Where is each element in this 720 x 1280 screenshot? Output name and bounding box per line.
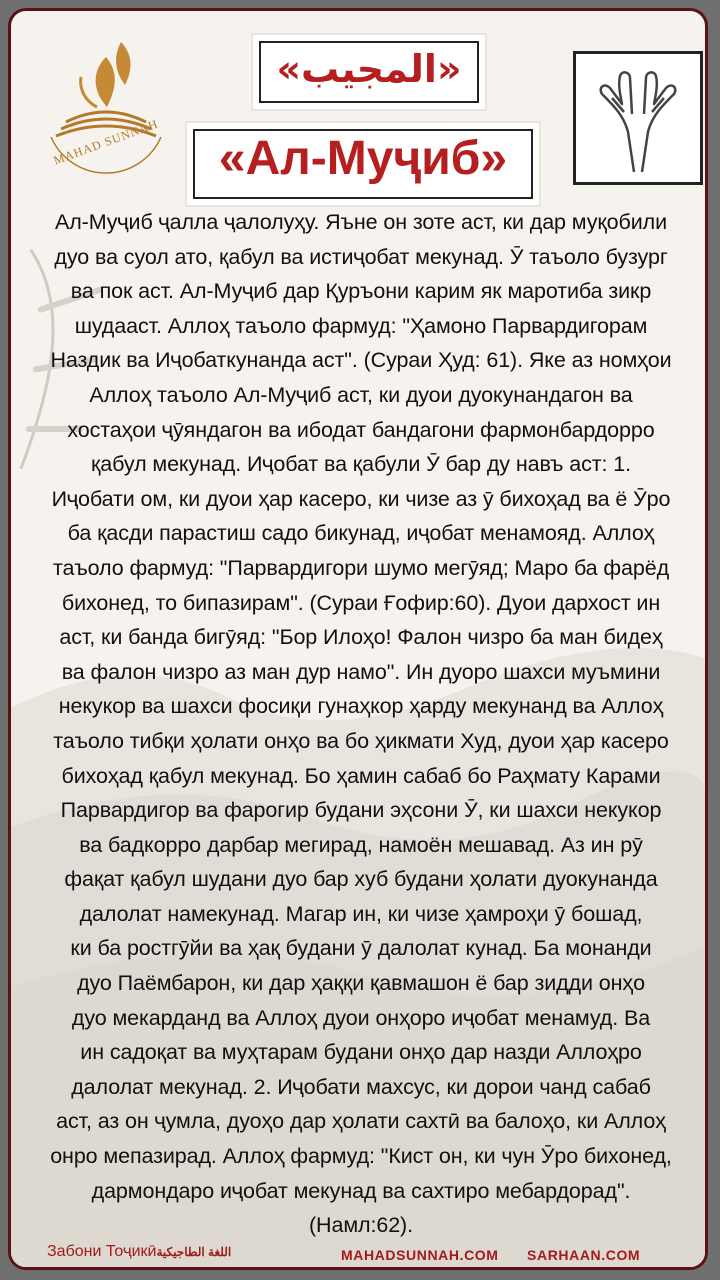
body-line: дуо ва суол ато, қабул ва истиҷобат мекунад. Ӯ таъоло бузург <box>54 244 668 269</box>
body-line: дармондаро иҷобат мекунад ва сахтиро мебардорад". <box>91 1178 631 1203</box>
language-label-ar: اللغة الطاجيكية <box>156 1245 232 1259</box>
body-line: ва бадкорро дарбар мегирад, намоён мешавад. Аз ин рӯ <box>79 832 643 857</box>
title-banner <box>187 123 539 205</box>
body-line: онро мепазирад. Аллоҳ фармуд: "Кист он, ки чун Ӯро бихонед, <box>50 1144 672 1169</box>
page-title: «Ал-Муҷиб» <box>218 132 508 185</box>
body-line: дуо мекарданд ва Аллоҳ дуои онҳоро иҷобат менамуд. Ва <box>71 1005 651 1030</box>
arabic-title: «المجيب» <box>276 47 462 91</box>
body-line: таъоло тибқи ҳолати онҳо ва бо ҳикмати Худ, дуои ҳар касеро <box>53 728 669 753</box>
body-line: шудааст. Аллоҳ таъоло фармуд: "Ҳамоно Парвардигорам <box>74 313 648 338</box>
body-line: аст, ки банда бигӯяд: "Бор Илоҳо! Фалон чизро ба ман бидеҳ <box>59 625 663 650</box>
link-mahadsunnah[interactable]: MAHADSUNNAH.COM <box>341 1247 499 1263</box>
logo-text: MAHAD SUNNAH <box>51 116 161 168</box>
body-line: ба қасди парастиш садо бикунад, иҷобат менамояд. Аллоҳ <box>67 521 655 546</box>
mahad-sunnah-logo <box>21 17 191 187</box>
body-line: ин садоқат ва муҳтарам будани онҳо дар назди Аллоҳро <box>80 1040 642 1065</box>
body-line: фақат қабул шудани дуо бар хуб будани ҳолати дуокунанда <box>64 867 658 892</box>
body-text <box>19 205 703 1243</box>
body-line: дуо Паёмбарон, ки дар ҳаққи қавмашон ё бар зидди онҳо <box>77 971 645 996</box>
poster-card <box>8 8 708 1270</box>
language-label: Забони Тоҷикӣ <box>47 1243 157 1260</box>
link-sarhaan[interactable]: SARHAAN.COM <box>527 1247 641 1263</box>
body-line: аст, аз он ҷумла, дуоҳо дар ҳолати сахтӣ ва балоҳо, ки Аллоҳ <box>56 1109 666 1134</box>
body-line: Аллоҳ таъоло Ал-Муҷиб аст, ки дуои дуокунандагон ва <box>89 382 633 407</box>
body-line: таъоло фармуд: "Парвардигори шумо мегӯяд; Маро ба фарёд <box>52 555 670 580</box>
footer-links <box>341 1247 664 1263</box>
arabic-title-banner <box>253 35 485 109</box>
body-line: некукор ва шахси фосиқи гунаҳкор ҳарду мекунанд ва Аллоҳ <box>58 694 664 719</box>
body-line: Иҷобати ом, ки дуои ҳар касеро, ки чизе аз ӯ бихоҳад ва ё Ӯро <box>51 486 671 511</box>
body-line: ва фалон чизро аз ман дур намо". Ин дуоро шахси муъмини <box>61 659 661 684</box>
body-line: далолат мекунад. 2. Иҷобати махсус, ки дорои чанд сабаб <box>71 1074 651 1099</box>
body-line: бихоҳад қабул мекунад. Бо ҳамин сабаб бо Раҳмату Карами <box>61 763 661 788</box>
body-line: Парвардигор ва фарогир будани эҳсони Ӯ, ки шахси некукор <box>60 798 662 823</box>
praying-hands-icon <box>573 51 703 185</box>
body-line: бихонед, то бипазирам". (Сураи Ғофир:60). Дуои дархост ин <box>61 590 661 615</box>
body-line: ки ба ростгӯйи ва ҳақ будани ӯ далолат кунад. Ба монанди <box>70 936 652 961</box>
footer-language <box>47 1243 231 1261</box>
body-line: хостаҳои ҷӯяндагон ва ибодат бандагони фармонбардорро <box>67 417 655 442</box>
body-line: қабул мекунад. Иҷобат ва қабули Ӯ бар ду навъ аст: 1. <box>90 452 631 477</box>
body-line: (Намл:62). <box>309 1213 413 1238</box>
body-line: Ал-Муҷиб ҷалла ҷалолуҳу. Яъне он зоте аст, ки дар муқобили <box>54 210 667 234</box>
body-line: ва пок аст. Ал-Муҷиб дар Қуръони карим як маротиба зикр <box>70 279 652 304</box>
body-line: далолат намекунад. Магар ин, ки чизе ҳамроҳи ӯ бошад, <box>79 901 643 926</box>
body-line: Наздик ва Иҷобаткунанда аст". (Сураи Ҳуд: 61). Яке аз номҳои <box>50 348 672 373</box>
